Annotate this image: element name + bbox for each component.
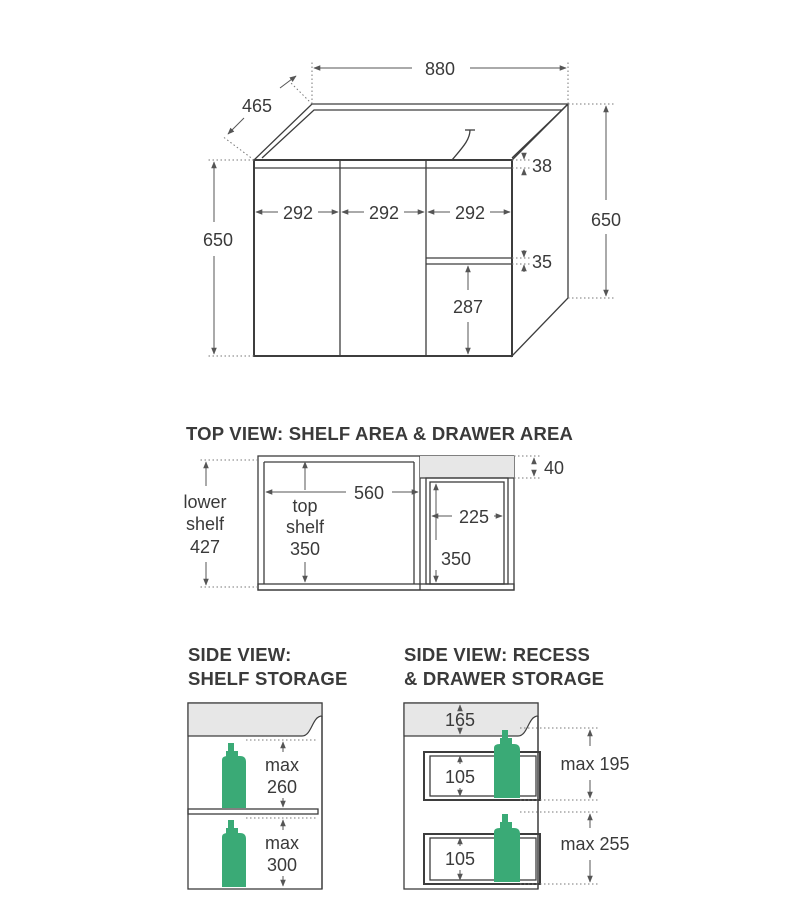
side-shelf-title-1: SIDE VIEW: xyxy=(188,644,292,665)
dim-back-gap: 40 xyxy=(544,458,565,478)
front-view xyxy=(203,59,621,356)
side-view-drawer xyxy=(404,644,630,889)
dim-drawer-gap: 35 xyxy=(532,252,553,272)
dim-drawer-width: 225 xyxy=(458,507,490,527)
lower-shelf-label-2: shelf xyxy=(185,514,225,534)
lower-max-value: 300 xyxy=(266,855,298,875)
dim-height-right: 650 xyxy=(590,210,622,230)
upper-max-value: 260 xyxy=(266,777,298,797)
top-shelf-label-2: shelf xyxy=(285,517,325,537)
dim-lower-drawer-inner: 105 xyxy=(444,849,476,869)
dim-door-width-2: 292 xyxy=(368,203,400,223)
lower-shelf-label-1: lower xyxy=(183,492,227,512)
side-drawer-title-2: & DRAWER STORAGE xyxy=(404,668,605,689)
side-drawer-title-1: SIDE VIEW: RECESS xyxy=(404,644,591,665)
lower-max-label: max xyxy=(264,833,300,853)
dim-depth: 465 xyxy=(241,96,273,116)
side-view-shelf xyxy=(188,644,348,889)
max-lower-drawer: max 255 xyxy=(560,834,630,854)
top-view xyxy=(183,423,573,590)
dim-top-thickness: 38 xyxy=(532,156,553,176)
bottle-upper-icon xyxy=(222,743,246,808)
dim-door-width-1: 292 xyxy=(282,203,314,223)
bottle-drawer-lower-icon xyxy=(494,814,520,882)
lower-shelf-value: 427 xyxy=(189,537,221,557)
bottle-drawer-upper-icon xyxy=(494,730,520,798)
bottle-lower-icon xyxy=(222,820,246,887)
upper-max-label: max xyxy=(264,755,300,775)
dim-height-left: 650 xyxy=(202,230,234,250)
top-shelf-value: 350 xyxy=(289,539,321,559)
top-shelf-label-1: top xyxy=(292,496,318,516)
dim-door-width-3: 292 xyxy=(454,203,486,223)
top-view-title: TOP VIEW: SHELF AREA & DRAWER AREA xyxy=(186,423,574,444)
dim-drawer-depth: 350 xyxy=(440,549,472,569)
dim-shelf-width: 560 xyxy=(353,483,385,503)
dim-recess-height: 165 xyxy=(444,710,476,730)
dim-upper-drawer-inner: 105 xyxy=(444,767,476,787)
max-upper-drawer: max 195 xyxy=(560,754,630,774)
cabinet-outline xyxy=(254,104,568,356)
dim-drawer-height: 287 xyxy=(452,297,484,317)
dim-width: 880 xyxy=(424,59,456,79)
side-shelf-title-2: SHELF STORAGE xyxy=(188,668,348,689)
